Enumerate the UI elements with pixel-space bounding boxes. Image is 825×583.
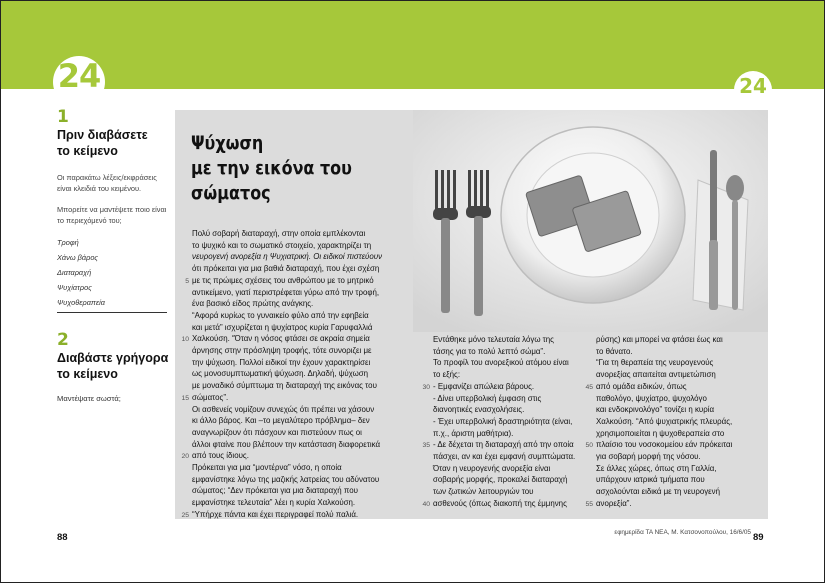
section-title: Πριν διαβάσετε το κείμενο — [57, 128, 148, 158]
line-number: 55 — [585, 500, 593, 508]
article-column-1: Πολύ σοβαρή διαταραχή, στην οποία εμπλέκονται το ψυχικό και το σωματικό στοιχείο, χαρακτηρίζει τη νευρογενή ανορεξία η Ψυχιατρική. Οι ειδικοί πιστεύουν ότι πρόκειται για μια βαθιά διαταραχή, που έχει σχέση 5 με τις πρώιμες σχέσεις του ανθρώπου με το μητρικό αντικείμενο, γιατί περιστρέφεται γύρω από την τροφή, ένα βασικό είδος πρώτης ανάγκης. “Αφορά κυρίως το γυναικείο φύλο από την εφηβεία και μετά” ισχυρίζεται η ψυχίατρος κυρία Γαρυφαλλιά 10 Χαλκούση. “Όταν η νόσος φτάσει σε ακραία σημεία άρνησης στην πρόσληψη τροφής, τότε συνοριζει με την ψύχωση. Πολλοί ειδικοί την έχουν χαρακτηρίσει ως μονοσυμπτωματική ψύχωση. Δηλαδή, ψύχωση με μοναδικό σύμπτωμα τη διαταραχή της εικόνας του 15 σώματος”. Οι ασθενείς νομίζουν συνεχώς ότι πρέπει να χάσουν κι άλλο βάρος. Και –το μεγαλύτερο πρόβλημα– δεν αναγνωρίζουν ότι πάσχουν και πιστεύουν πως οι άλλοι φταίνε που βλέπουν την κατάσταση διαφορετικά 20 από τους ίδιους. Πρόκειται για μια “μοντέρνα” νόσο, η οποία εμφανίστηκε λόγω της μαζικής λατρείας του αδύνατου σώματος; “Δεν πρόκειται για μια διαταραχή που εμφανίστηκε τελευταία” λέει η κυρία Χαλκούση. 25 “Υπήρχε πάντα και έχει περιγραφεί πολύ παλιά. — [192, 228, 410, 521]
key-term: Τροφή — [57, 238, 79, 247]
line-number: 35 — [422, 442, 430, 450]
line-number: 30 — [422, 383, 430, 391]
key-term: Ψυχίατρος — [57, 283, 92, 292]
key-term: Διαταραχή — [57, 268, 92, 277]
section-instruction: Οι παρακάτω λέξεις/εκφράσεις είναι κλειδιά του κειμένου. — [57, 173, 157, 193]
green-header-band — [1, 1, 825, 89]
article-source: εφημερίδα ΤΑ ΝΕΑ, Μ. Κατσονοπούλου, 16/6/05 — [614, 529, 751, 536]
line-number: 45 — [585, 383, 593, 391]
section-number: 2 — [57, 330, 69, 350]
article-title: Ψύχωση με την εικόνα του σώματος — [191, 132, 352, 204]
unit-number-left: 24 — [57, 57, 101, 95]
article-column-2: Εντάθηκε μόνο τελευταία λόγω της τάσης για το πολύ λεπτό σώμα”. Το προφίλ του ανορεξικού ατόμου είναι το εξής: 30 - Εμφανίζει απώλεια βάρους. - Δίνει υπερβολική έμφαση στις διανοητικές ενασχολήσεις. - Έχει υπερβολική δραστηριότητα (είναι, π.χ., άριστη μαθήτρια). 35 - Δε δέχεται τη διαταραχή από την οποία πάσχει, αν και έχει εμφανή συμπτώματα. Όταν η νευρογενής ανορεξία είναι σοβαρής μορφής, προκαλεί διαταραχή των ζωτικών λειτουργιών του 40 ασθενούς (όπως διακοπή της έμμηνης — [433, 334, 583, 510]
sidebar-section-2 — [57, 331, 172, 404]
line-number: 50 — [585, 442, 593, 450]
plate-illustration — [413, 110, 768, 332]
sidebar-section-1 — [57, 108, 167, 313]
line-number: 15 — [181, 394, 189, 402]
section-instruction: Μαντέψατε σωστά; — [57, 394, 121, 403]
line-number: 20 — [181, 453, 189, 461]
unit-number-right: 24 — [739, 74, 767, 98]
line-number: 25 — [181, 511, 189, 519]
key-term: Ψυχοθεραπεία — [57, 298, 105, 307]
section-title: Διαβάστε γρήγορα το κείμενο — [57, 351, 169, 381]
page-number-left: 88 — [57, 532, 68, 543]
place-setting-photo — [413, 110, 768, 332]
key-term: Χάνω βάρος — [57, 253, 99, 262]
key-terms-list — [57, 238, 167, 308]
line-number: 40 — [422, 500, 430, 508]
page-number-right: 89 — [753, 532, 764, 543]
line-number: 5 — [185, 277, 189, 285]
section-number: 1 — [57, 107, 69, 127]
line-number: 10 — [181, 336, 189, 344]
section-question: Μπορείτε να μαντέψετε ποιο είναι το περιεχόμενό του; — [57, 205, 167, 225]
divider — [57, 312, 167, 313]
article-column-3: ρύσης) και μπορεί να φτάσει έως και το θάνατο. “Για τη θεραπεία της νευρογενούς ανορεξίας απαιτείται αντιμετώπιση 45 από ομάδα ειδικών, όπως παθολόγο, ψυχίατρο, ψυχολόγο και ενδοκρινολόγο” τονίζει η κυρία Χαλκούση. “Από ψυχιατρικής πλευράς, χρησιμοποιείται η ψυχοθεραπεία στο 50 πλαίσιο του νοσοκομείου εάν πρόκειται για σοβαρή μορφή της νόσου. Σε άλλες χώρες, όπως στη Γαλλία, υπάρχουν ιατρικά τμήματα που ασχολούνται ειδικά με τη νευρογενή 55 ανορεξία”. — [596, 334, 761, 510]
